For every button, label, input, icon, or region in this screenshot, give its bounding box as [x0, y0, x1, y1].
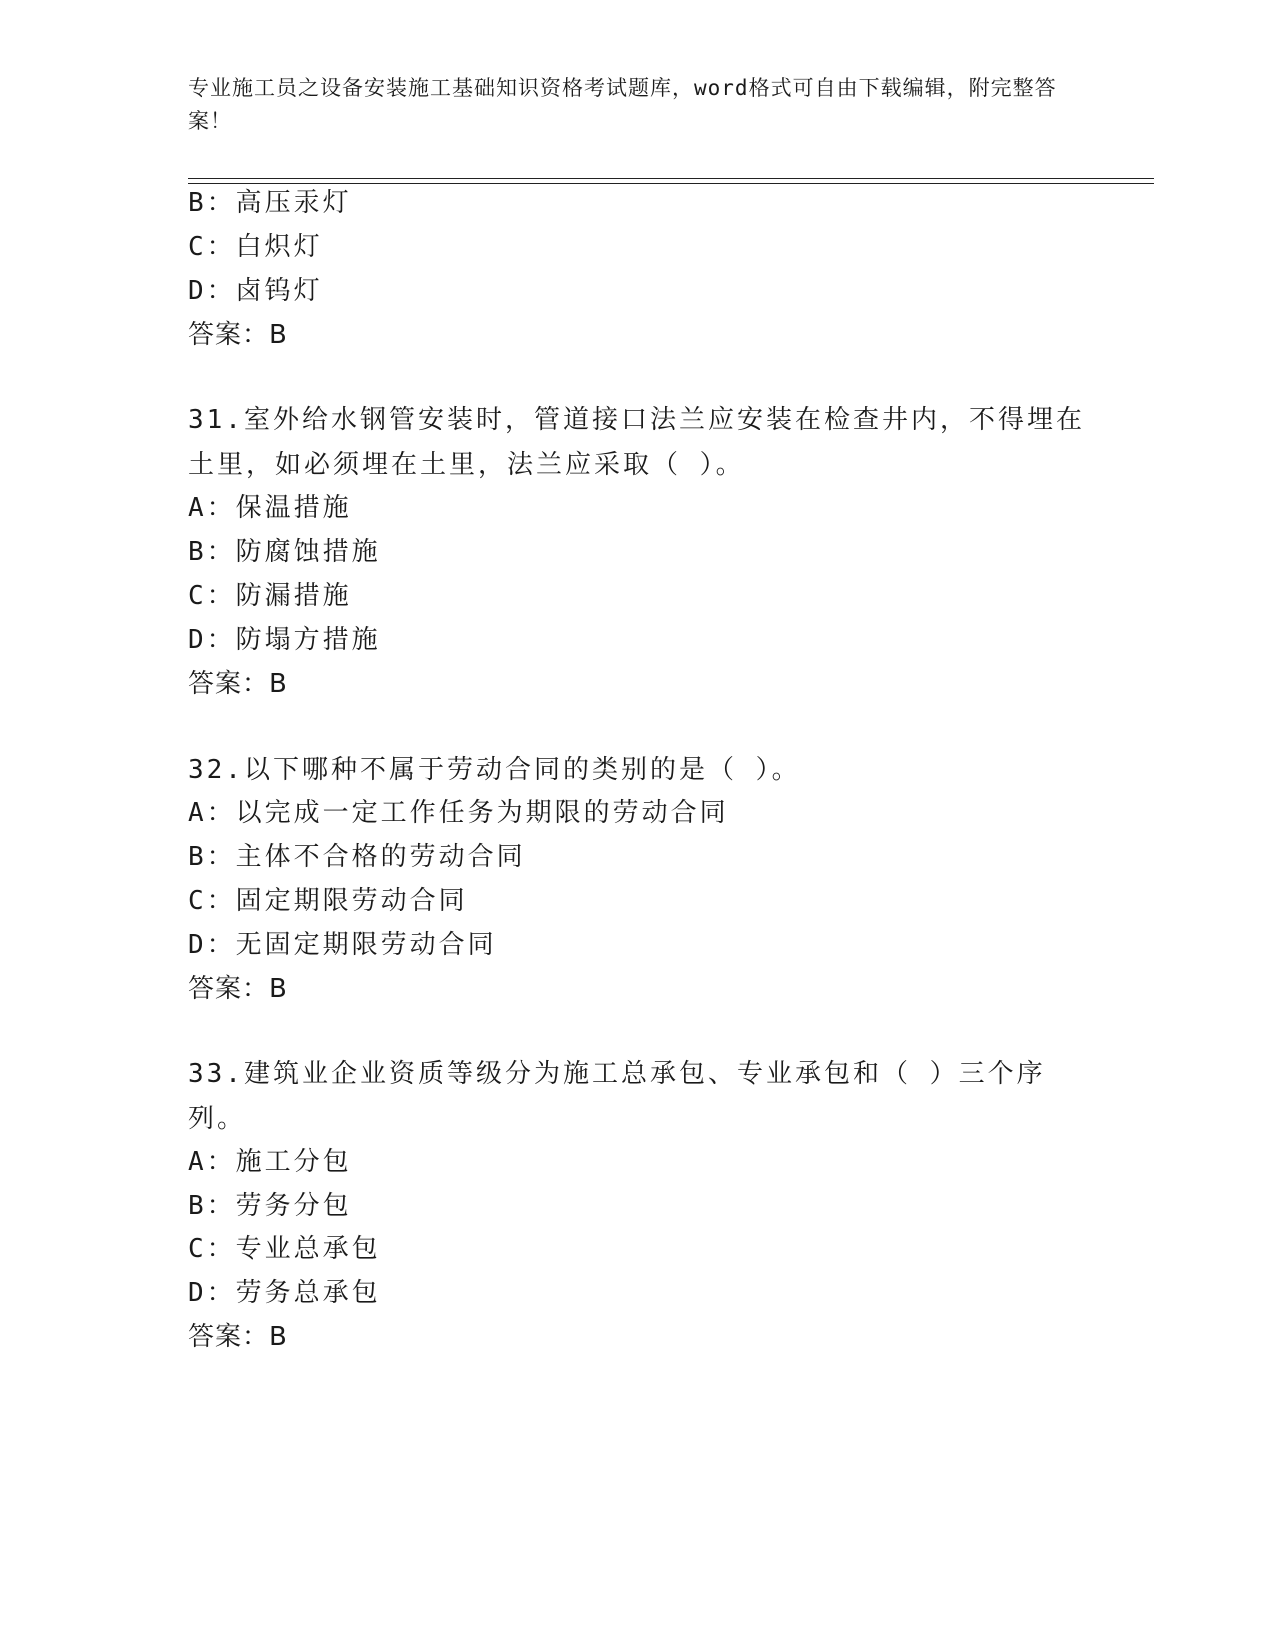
q33-answer: 答案：B: [188, 1322, 288, 1352]
q32-option-d: D：无固定期限劳动合同: [188, 930, 497, 960]
q32-option-a: A：以完成一定工作任务为期限的劳动合同: [188, 798, 729, 828]
q30-option-d: D：卤钨灯: [188, 276, 323, 306]
q32-option-b: B：主体不合格的劳动合同: [188, 842, 526, 872]
document-header: 专业施工员之设备安装施工基础知识资格考试题库，word格式可自由下载编辑，附完整答案！: [188, 76, 1057, 133]
q32-answer: 答案：B: [188, 974, 288, 1004]
q31-option-c: C：防漏措施: [188, 581, 352, 611]
q30-option-c: C：白炽灯: [188, 232, 323, 262]
header-divider-top: [188, 178, 1154, 179]
q33-option-d: D：劳务总承包: [188, 1278, 381, 1308]
q31-option-a: A：保温措施: [188, 493, 352, 523]
q31-option-b: B：防腐蚀措施: [188, 537, 381, 567]
q31-answer: 答案：B: [188, 669, 288, 699]
q32-option-c: C：固定期限劳动合同: [188, 886, 468, 916]
header-divider-bottom: [188, 183, 1154, 184]
q32-stem: 32.以下哪种不属于劳动合同的类别的是（ ）。: [188, 755, 801, 785]
q33-option-c: C：专业总承包: [188, 1234, 381, 1264]
q33-option-a: A：施工分包: [188, 1147, 352, 1177]
q31-option-d: D：防塌方措施: [188, 625, 381, 655]
q30-answer: 答案：B: [188, 320, 288, 350]
q33-stem: 33.建筑业企业资质等级分为施工总承包、专业承包和（ ）三个序列。: [188, 1059, 1046, 1134]
q30-option-b: B：高压汞灯: [188, 188, 352, 218]
q33-option-b: B：劳务分包: [188, 1191, 352, 1221]
q31-stem: 31.室外给水钢管安装时，管道接口法兰应安装在检查井内，不得埋在土里，如必须埋在土里，法兰应采取（ ）。: [188, 405, 1085, 480]
